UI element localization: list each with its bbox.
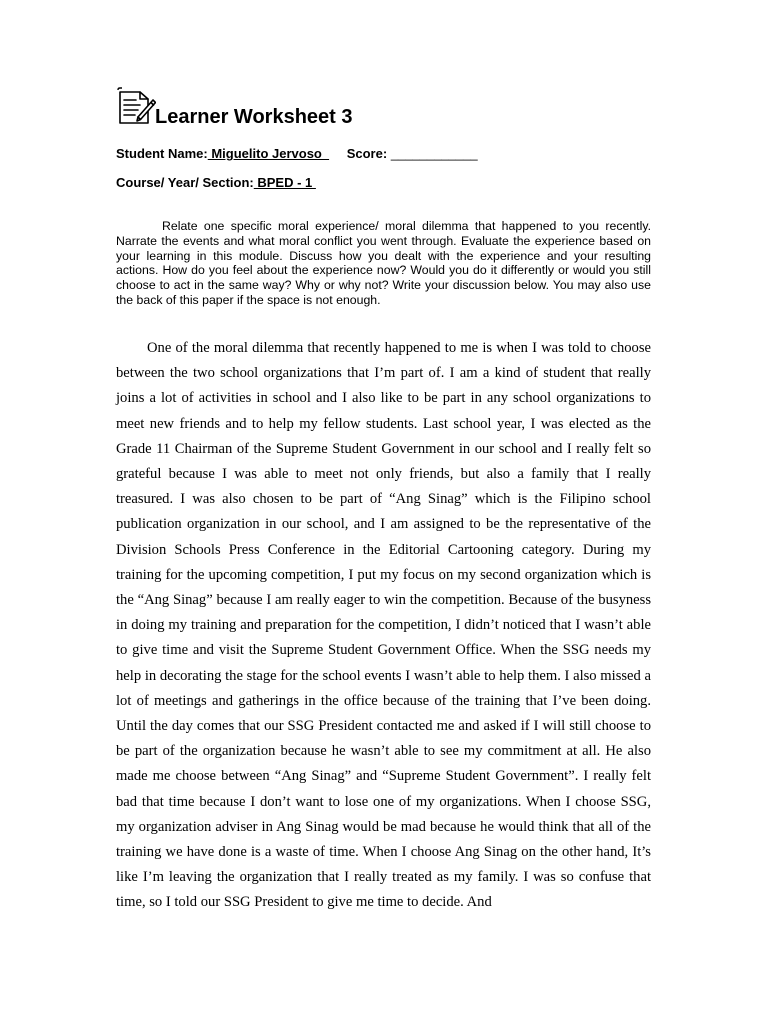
- course-value: BPED - 1: [253, 175, 316, 190]
- student-name-value: Miguelito Jervoso: [207, 146, 330, 161]
- worksheet-header: [116, 86, 676, 130]
- essay-response: One of the moral dilemma that recently happened to me is when I was told to choose between the two school organizations that I’m part of. I am a kind of student that really joins a lot of activities in school and I also like to be part in any school organizations to meet new friends and to help my fellow students. Last school year, I was elected as the Grade 11 Chairman of the Supreme Student Government in our school and I really felt so grateful because I was able to meet not only friends, but also a family that I really treasured. I was also chosen to be part of “Ang Sinag” which is the Filipino school publication organization in our school, and I am assigned to be the representative of the Division Schools Press Conference in the Editorial Cartooning category. During my training for the upcoming competition, I put my focus on my second organization which is the “Ang Sinag” because I am really eager to win the competition. Because of the busyness in doing my training and preparation for the competition, I didn’t noticed that I wasn’t able to give time and visit the Supreme Student Government Office. When the SSG needs my help in decorating the stage for the school events I wasn’t able to help them. I also missed a lot of meetings and gatherings in the office because of the training that I’ve been doing. Until the day comes that our SSG President contacted me and asked if I will still choose to be part of the organization because he wasn’t able to see my commitment at all. He also made me choose between “Ang Sinag” and “Supreme Student Government”. I really felt bad that time because I don’t want to lose one of my organizations. When I choose SSG, my organization adviser in Ang Sinag would be mad because he would think that all of the training we have done is a waste of time. When I choose Ang Sinag on the other hand, It’s like I’m leaving the organization that I really treated as my family. I was so confuse that time, so I told our SSG President to give me time to decide. And: [116, 340, 651, 911]
- worksheet-title: Learner Worksheet 3: [155, 106, 353, 128]
- score-label: Score:: [346, 146, 388, 161]
- score-value: ____________: [390, 146, 478, 161]
- course-row: [116, 175, 316, 190]
- student-name-label: Student Name:: [116, 146, 208, 161]
- document-edit-icon: [116, 86, 156, 126]
- course-label: Course/ Year/ Section:: [116, 175, 254, 190]
- worksheet-instructions: Relate one specific moral experience/ moral dilemma that happened to you recently. Narrate the events and what moral conflict you went through. Evaluate the experience based on your learning in this module. Discuss how you dealt with the experience and your resulting actions. How do you feel about the experience now? Would you do it differently or would you still choose to act in the same way? Why or why not? Write your discussion below. You may also use the back of this paper if the space is not enough.: [116, 219, 651, 307]
- student-name-row: [116, 146, 478, 161]
